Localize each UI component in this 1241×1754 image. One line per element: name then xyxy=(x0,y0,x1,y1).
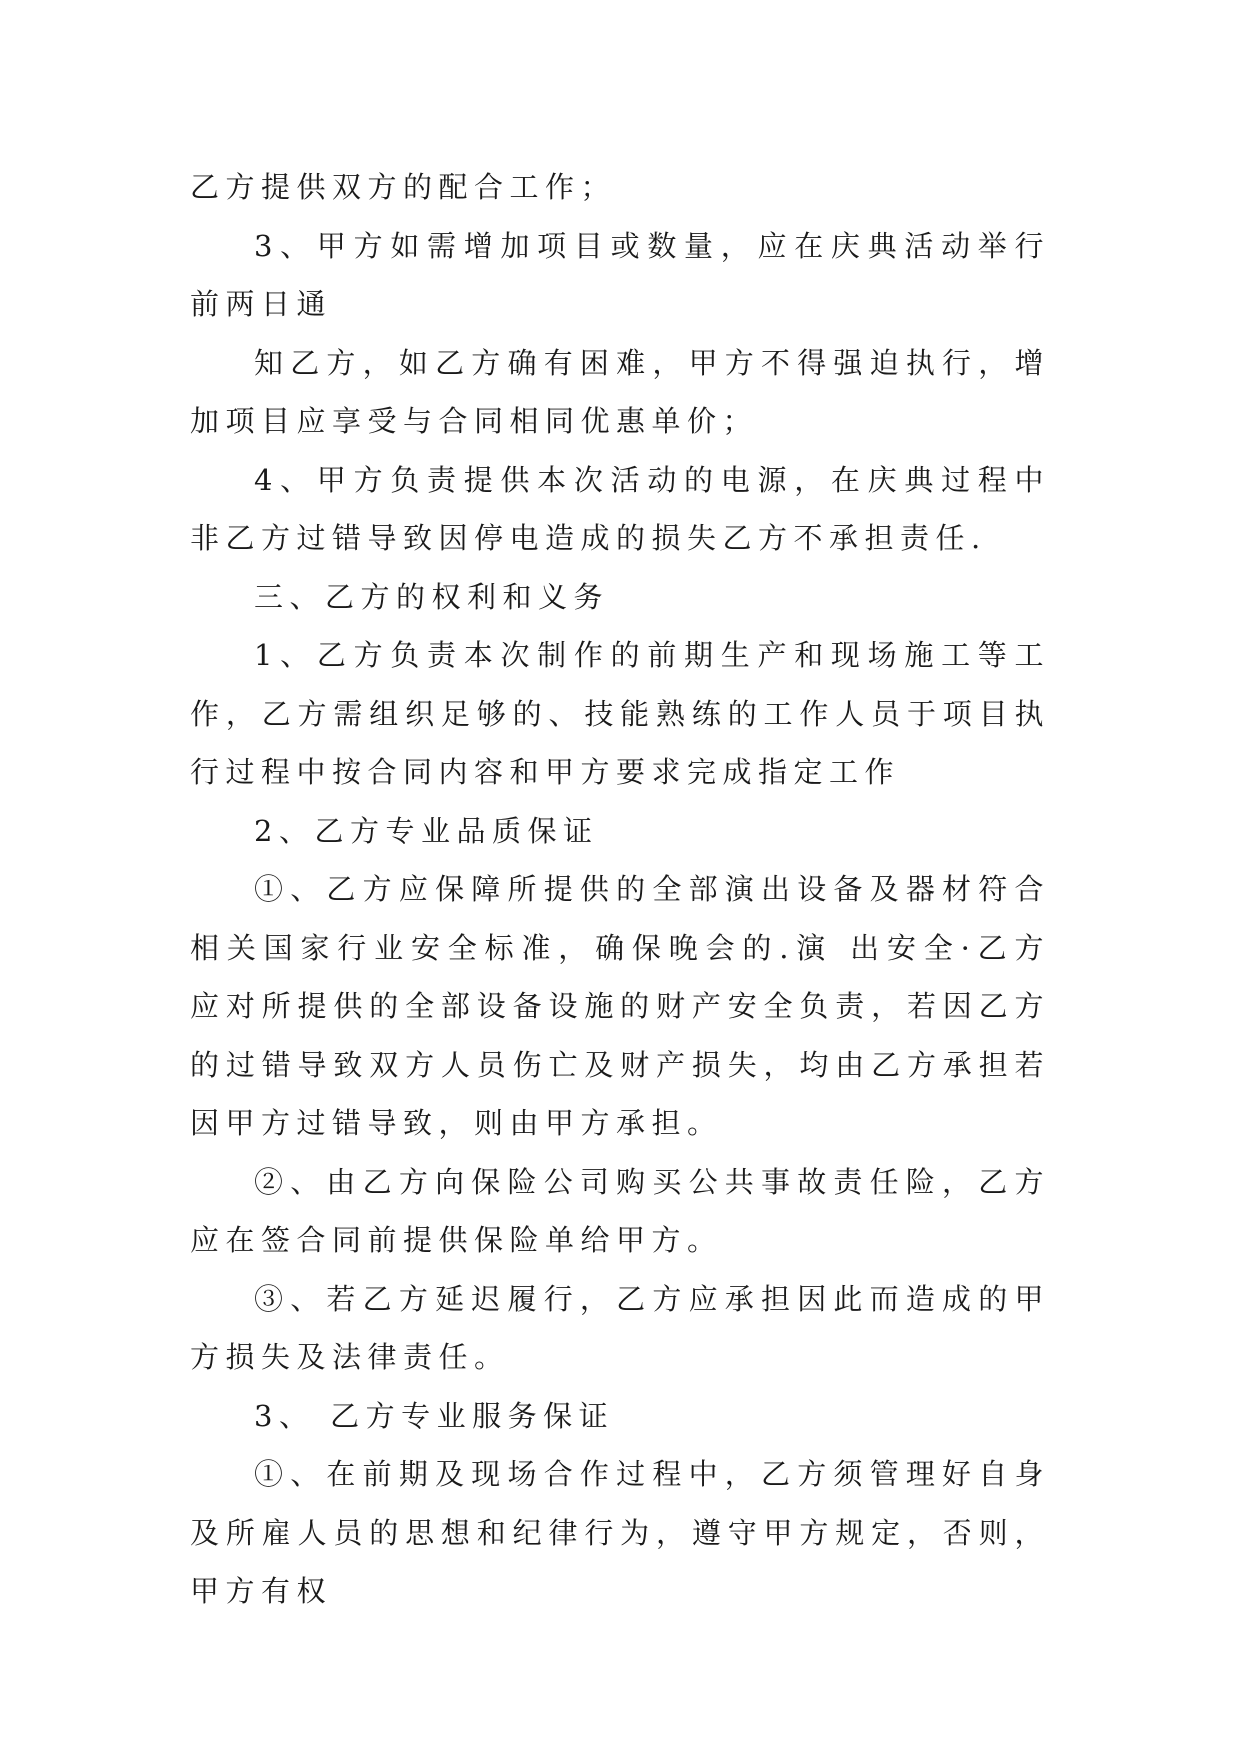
paragraph-6: ①、乙方应保障所提供的全部演出设备及器材符合相关国家行业安全标准，确保晚会的.演 出安全·乙方应对所提供的全部设备设施的财产安全负责，若因乙方的过错导致双方人员伤亡及财产损失，均由乙方承担若因甲方过错导致，则由甲方承担。 xyxy=(190,872,1050,1140)
paragraph-9: ①、在前期及现场合作过程中，乙方须管理好自身及所雇人员的思想和纪律行为，遵守甲方规定，否则，甲方有权 xyxy=(190,1457,1050,1608)
document-body xyxy=(190,158,1050,1621)
subheading-service: 3、 乙方专业服务保证 xyxy=(254,1398,615,1433)
subheading-quality: 2、乙方专业品质保证 xyxy=(254,813,599,848)
paragraph-1: 乙方提供双方的配合工作； xyxy=(190,170,617,204)
paragraph-8: ③、若乙方延迟履行，乙方应承担因此而造成的甲方损失及法律责任。 xyxy=(190,1281,1050,1374)
paragraph-2: 3、甲方如需增加项目或数量，应在庆典活动举行前两日通 xyxy=(190,228,1050,321)
paragraph-3: 知乙方，如乙方确有困难，甲方不得强迫执行，增加项目应享受与合同相同优惠单价； xyxy=(190,345,1050,438)
paragraph-4: 4、甲方负责提供本次活动的电源，在庆典过程中非乙方过错导致因停电造成的损失乙方不承担责任. xyxy=(190,462,1050,555)
section-heading-3: 三、乙方的权利和义务 xyxy=(254,579,610,614)
paragraph-5: 1、乙方负责本次制作的前期生产和现场施工等工作，乙方需组织足够的、技能熟练的工作人员于项目执行过程中按合同内容和甲方要求完成指定工作 xyxy=(190,638,1050,789)
paragraph-7: ②、由乙方向保险公司购买公共事故责任险，乙方应在签合同前提供保险单给甲方。 xyxy=(190,1164,1050,1257)
